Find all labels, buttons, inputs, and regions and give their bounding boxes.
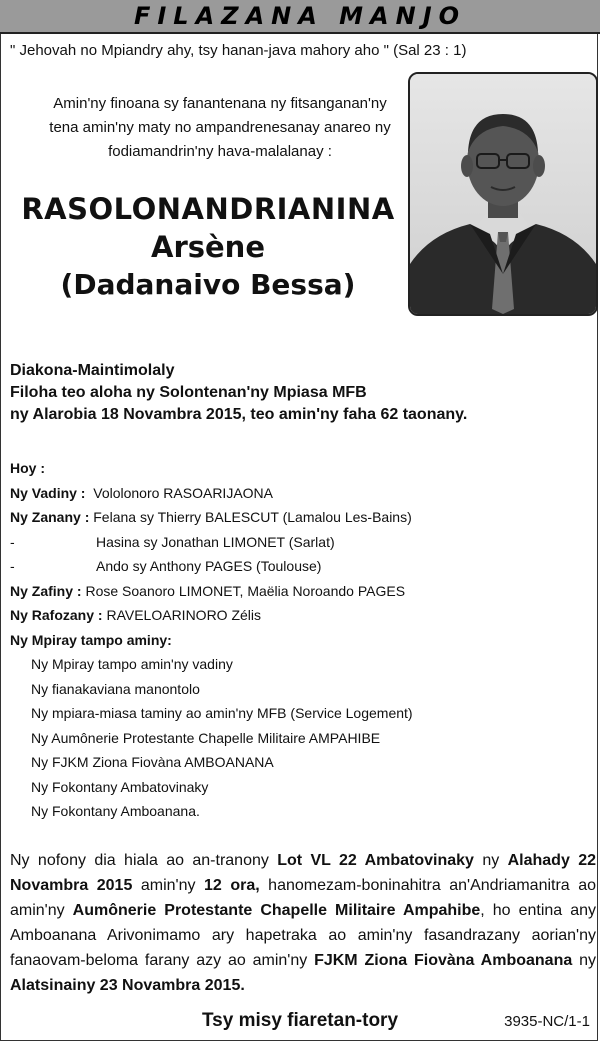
- para-bold: Aumônerie Protestante Chapelle Militaire Ampahibe: [72, 902, 481, 919]
- intro-line: Amin'ny finoana sy fanantenana ny fitsanganan'ny: [53, 95, 387, 112]
- child-entry: Ando sy Anthony PAGES (Toulouse): [96, 558, 322, 574]
- deceased-name: [10, 190, 406, 304]
- para-bold: Alatsinainy 23 Novambra 2015.: [10, 977, 245, 994]
- deceased-nickname: (Dadanaivo Bessa): [60, 268, 356, 301]
- family-heading: Hoy :: [10, 460, 45, 476]
- family-row-children: [10, 530, 413, 555]
- para-text: amin'ny: [132, 877, 205, 894]
- list-item: Ny mpiara-miasa taminy ao amin'ny MFB (Service Logement): [31, 705, 413, 721]
- spouse-name: Vololonoro RASOARIJAONA: [93, 484, 273, 501]
- family-row-spouse: [10, 481, 413, 506]
- bible-verse: " Jehovah no Mpiandry ahy, tsy hanan-java mahory aho " (Sal 23 : 1): [10, 42, 467, 59]
- intro-line: fodiamandrin'ny hava-malalanay :: [108, 143, 332, 160]
- list-item: Ny Aumônerie Protestante Chapelle Militaire AMPAHIBE: [31, 729, 381, 746]
- para-bold: 12 ora,: [204, 877, 260, 894]
- para-text: ny: [473, 852, 508, 869]
- deceased-surname: RASOLONANDRIANINA: [21, 192, 395, 226]
- child-entry: Hasina sy Jonathan LIMONET (Sarlat): [96, 533, 335, 550]
- notice-title: FILAZANA MANJO: [133, 2, 467, 30]
- inlaws-names: RAVELOARINORO Zélis: [106, 607, 262, 623]
- family-row-children: [10, 505, 413, 530]
- info-line: ny Alarobia 18 Novambra 2015, teo amin'ny faha 62 taonany.: [10, 406, 468, 423]
- para-text: ny: [572, 952, 597, 969]
- spouse-label: Ny Vadiny :: [10, 484, 86, 501]
- intro-line: tena amin'ny maty no ampandrenesanay anareo ny: [49, 119, 391, 136]
- siblings-label: Ny Mpiray tampo aminy:: [10, 631, 172, 648]
- list-item: Ny FJKM Ziona Fiovàna AMBOANANA: [31, 754, 274, 770]
- para-bold: Lot VL 22 Ambatovinaky: [277, 852, 474, 869]
- para-bold: FJKM Ziona Fiovàna Amboanana: [314, 952, 573, 969]
- list-item: Ny fianakaviana manontolo: [31, 680, 200, 697]
- info-line: Filoha teo aloha ny Solontenan'ny Mpiasa MFB: [10, 384, 367, 401]
- deceased-firstname: Arsène: [151, 230, 265, 264]
- child-entry: Felana sy Thierry BALESCUT (Lamalou Les-Bains): [93, 509, 412, 525]
- grandchildren-names: Rose Soanoro LIMONET, Maëlia Noroando PAGES: [85, 582, 406, 599]
- family-row-children: [10, 554, 413, 579]
- deceased-portrait-photo: [408, 72, 598, 316]
- list-item: Ny Mpiray tampo amin'ny vadiny: [31, 656, 233, 672]
- deceased-info: [10, 360, 467, 426]
- closing-text: Tsy misy fiaretan-tory: [201, 1010, 399, 1031]
- children-label: Ny Zanany :: [10, 509, 90, 525]
- para-text: Ny nofony dia hiala ao an-tranony: [10, 852, 278, 869]
- funeral-details-paragraph: [10, 848, 596, 998]
- info-line: Diakona-Maintimolaly: [10, 362, 175, 379]
- notice-header: [0, 0, 600, 34]
- dash-marker: -: [10, 533, 15, 550]
- portrait-illustration: [410, 74, 596, 314]
- list-item: Ny Fokontany Ambatovinaky: [31, 778, 209, 795]
- list-item: Ny Fokontany Amboanana.: [31, 803, 200, 819]
- dash-marker: -: [10, 558, 15, 574]
- family-list: [10, 456, 413, 824]
- para-text: hanomezam-boninahitra an'Andriamanitra ao amin'ny: [10, 877, 596, 919]
- inlaws-label: Ny Rafozany :: [10, 607, 103, 623]
- reference-code: 3935-NC/1-1: [504, 1013, 590, 1030]
- para-text: , ho entina any Amboanana Arivonimamo ary hapetraka ao amin'ny fasandrazany aorian'ny fanaovam-beloma farany azy ao amin'ny: [10, 902, 597, 969]
- family-row-grandchildren: [10, 579, 413, 604]
- intro-text: [20, 92, 420, 164]
- grandchildren-label: Ny Zafiny :: [10, 582, 82, 599]
- para-bold: Alahady 22 Novambra 2015: [10, 852, 596, 894]
- family-row-inlaws: [10, 603, 413, 628]
